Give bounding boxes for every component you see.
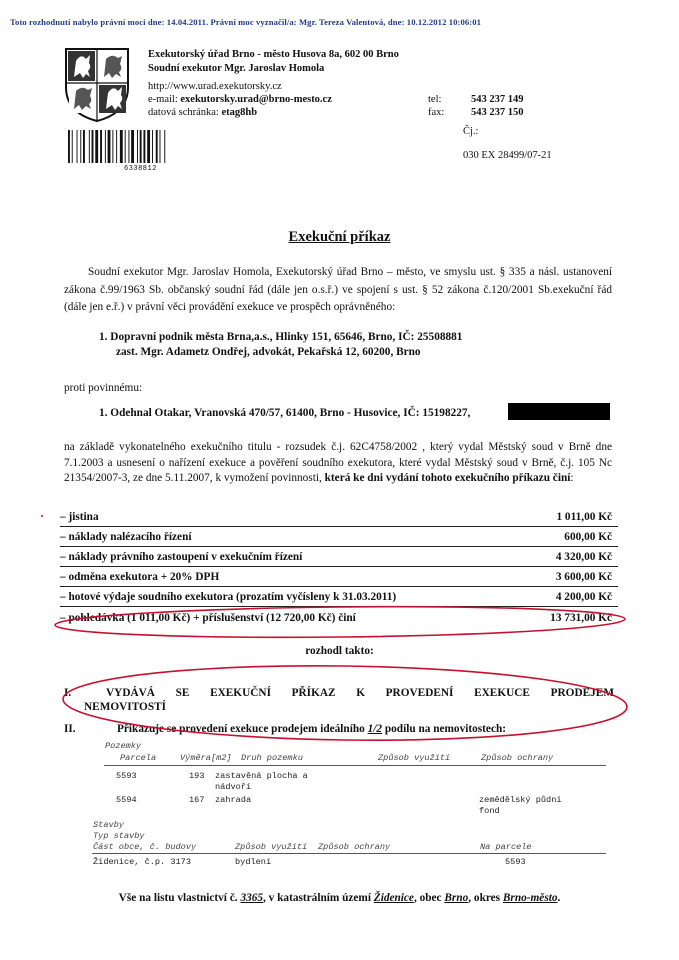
claim-label: – odměna exekutora + 20% DPH [60, 571, 220, 583]
claim-label: – náklady právního zastoupení v exekučním řízení [60, 551, 303, 563]
building-use: bydlení [235, 857, 272, 867]
annotation-dot [41, 515, 43, 517]
claim-amount: 1 011,00 Kč [556, 511, 612, 523]
land-parcel: 5594 [116, 795, 137, 805]
basis-text: na základě vykonatelného exekučního titulu - rozsudek č.j. 62C4758/2002 , který vydal Městský soud v Brně dne 7.1.2003 a usnesení o nařízení exekuce a pověření soudního exekutora, které vydal Městský soud v Brně, č.j. 105 Nc 21354/2007-3, ze dne 5.11.2007, k vymožení povinnosti, [64, 441, 612, 484]
buildings-header-use: Způsob využití [235, 842, 308, 852]
land-area: 193 [189, 771, 205, 781]
legal-effect-note: Toto rozhodnutí nabylo právní moci dne: 14.04.2011. Právní moc vyznačil/a: Mgr. Tereza Valentová, dne: 10.12.2012 10:06:01 [10, 17, 482, 27]
buildings-header-part: Část obce, č. budovy [93, 842, 197, 852]
claim-amount: 4 200,00 Kč [555, 591, 612, 603]
verdict-text-1-cont: NEMOVITOSTÍ [84, 701, 167, 713]
datbox-id: etag8hb [221, 107, 258, 118]
lands-header-kind: Druh pozemku [241, 753, 303, 763]
claim-amount: 3 600,00 Kč [555, 571, 612, 583]
email-label: e-mail: [148, 94, 178, 105]
claim-label: – jistina [60, 511, 99, 523]
land-kind: zastavěná plocha a [215, 771, 308, 781]
executor-line: Soudní exekutor Mgr. Jaroslav Homola [148, 63, 325, 74]
land-protection: zemědělský půdní [479, 795, 562, 805]
building-part: Židenice, č.p. 3173 [93, 857, 191, 867]
fax-label: fax: [428, 107, 445, 118]
document-title: Exekuční příkaz [288, 229, 391, 245]
claim-label: – náklady nalézacího řízení [60, 531, 192, 543]
against-label: proti povinnému: [64, 382, 143, 394]
verdict-number-1: I. [64, 687, 72, 699]
municipality: Brno [444, 892, 469, 904]
cadastral-area: Židenice [373, 892, 414, 904]
claim-label: – hotové výdaje soudního exekutora (prozatím vyčísleny k 31.03.2011) [60, 591, 397, 603]
total-amount: 13 731,00 Kč [550, 612, 612, 624]
tel-number: 543 237 149 [471, 94, 524, 105]
web-link[interactable]: http://www.urad.exekutorsky.cz [148, 81, 282, 92]
building-parcel: 5593 [505, 857, 526, 867]
lands-header-area: Výměra[m2] [180, 753, 232, 763]
lands-section-label: Pozemky [105, 741, 142, 751]
verdict-number-2: II. [64, 723, 76, 735]
claim-amount: 4 320,00 Kč [555, 551, 612, 563]
office-line: Exekutorský úřad Brno - město Husova 8a, 602 00 Brno [148, 49, 399, 60]
land-parcel: 5593 [116, 771, 137, 781]
basis-colon: : [570, 472, 574, 484]
lands-header-parcel: Parcela [120, 753, 157, 763]
fax-number: 543 237 150 [471, 107, 524, 118]
land-kind: zahrada [215, 795, 252, 805]
land-kind-cont: nádvoří [215, 782, 252, 792]
ownership-mid-3: , okres [468, 892, 503, 904]
creditor-representative: zast. Mgr. Adametz Ondřej, advokát, Pekařská 12, 60200, Brno [116, 346, 421, 358]
verdict-text-2-pre: Přikazuje se provedení exekuce prodejem ideálního [117, 723, 368, 735]
verdict-text-1: VYDÁVÁ SE EXEKUČNÍ PŘÍKAZ K PROVEDENÍ EXEKUCE PRODEJEM [106, 687, 614, 699]
land-protection-cont: fond [479, 806, 500, 816]
datbox-label: datová schránka: [148, 107, 219, 118]
buildings-header-protection: Způsob ochrany [318, 842, 391, 852]
buildings-header-type: Typ stavby [93, 831, 145, 841]
basis-bold-tail: která ke dni vydání tohoto exekučního příkazu činí [324, 472, 571, 484]
tel-label: tel: [428, 94, 442, 105]
intro-text: Soudní exekutor Mgr. Jaroslav Homola, Exekutorský úřad Brno – město, ve smyslu ust. § 335 a násl. ustanovení zákona č.99/1963 Sb. občanský soudní řád (dále jen o.s.ř.) ve spojení s ust. § 52 zákona č.120/2001 Sb.exekuční řád (dále jen e.ř.) v právní věci provádění exekuce ve prospěch oprávněného: [64, 266, 612, 313]
lv-number: 3365 [240, 892, 264, 904]
buildings-section-label: Stavby [93, 820, 124, 830]
reference-label: Čj.: [463, 126, 479, 137]
ownership-end: . [557, 892, 561, 904]
share-fraction: 1/2 [367, 723, 383, 735]
email-link[interactable]: exekutorsky.urad@brno-mesto.cz [180, 94, 332, 105]
district: Brno-město [502, 892, 558, 904]
buildings-header-parcel: Na parcele [480, 842, 532, 852]
lands-header-use: Způsob využití [378, 753, 451, 763]
ownership-mid-2: , obec [413, 892, 445, 904]
decision-heading: rozhodl takto: [305, 645, 374, 657]
annotation-ellipse-total [55, 604, 625, 640]
annotation-ellipse-verdict [63, 662, 628, 744]
land-area: 167 [189, 795, 205, 805]
verdict-text-2-post: podílu na nemovitostech: [382, 723, 507, 735]
reference-number: 030 EX 28499/07-21 [463, 150, 552, 161]
claim-amount: 600,00 Kč [564, 531, 612, 543]
ownership-pre: Vše na listu vlastnictví č. [118, 892, 241, 904]
total-label: – pohledávka (1 011,00 Kč) + příslušenství (12 720,00 Kč) činí [60, 612, 356, 624]
debtor-line: 1. Odehnal Otakar, Vranovská 470/57, 61400, Brno - Husovice, IČ: 15198227, [99, 407, 471, 419]
lands-header-protection: Způsob ochrany [481, 753, 554, 763]
ownership-mid-1: , v katastrálním území [263, 892, 374, 904]
barcode-number: 6338812 [124, 165, 157, 173]
creditor-line: 1. Dopravní podnik města Brna,a.s., Hlinky 151, 65646, Brno, IČ: 25508881 [99, 331, 463, 343]
